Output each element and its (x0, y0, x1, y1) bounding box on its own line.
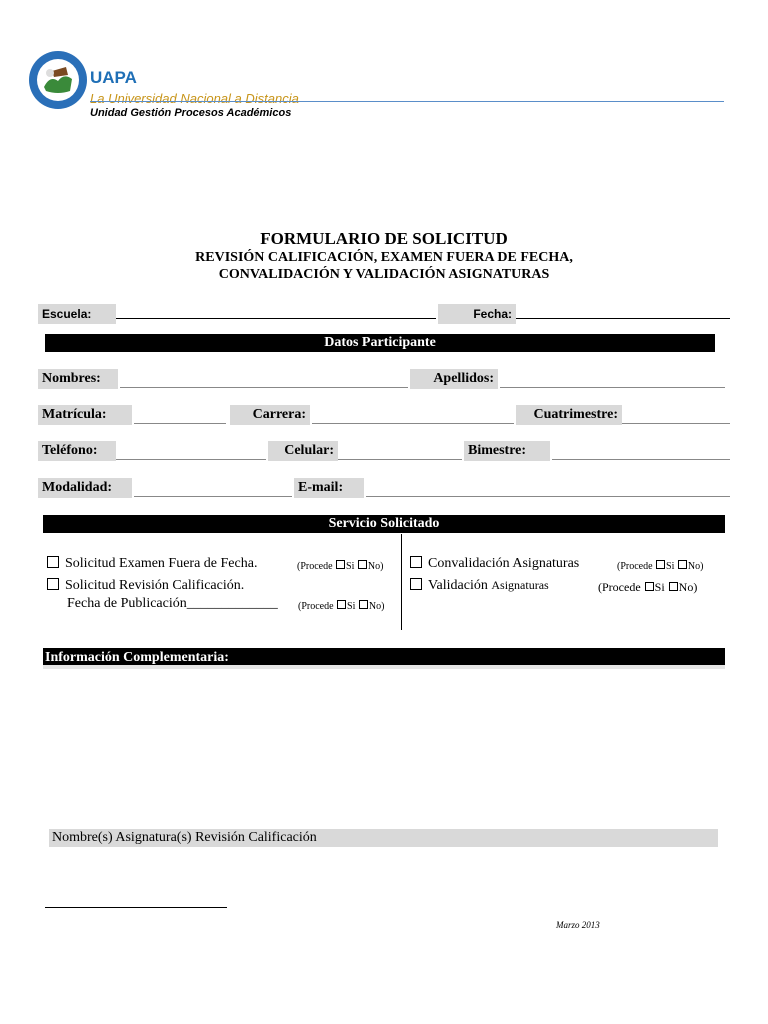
unit-name: Unidad Gestión Procesos Académicos (90, 107, 292, 119)
form-title: FORMULARIO DE SOLICITUD (260, 229, 508, 248)
validacion-option[interactable]: Validación Asignaturas (410, 578, 549, 594)
modalidad-field[interactable] (134, 496, 292, 497)
convalidacion-option[interactable] (410, 556, 579, 572)
info-complementaria-area[interactable] (43, 665, 725, 669)
header-rule (90, 101, 724, 102)
info-complementaria-header: Información Complementaria: (43, 648, 725, 665)
apellidos-field[interactable] (500, 387, 725, 388)
escuela-label: Escuela: (38, 304, 116, 324)
nombres-label: Nombres: (38, 369, 118, 389)
asignaturas-revision-label: Nombre(s) Asignatura(s) Revisión Calificación (49, 829, 718, 847)
revision-checkbox[interactable] (47, 578, 59, 590)
servicio-solicitado-header: Servicio Solicitado (43, 515, 725, 533)
validacion-no-checkbox[interactable] (669, 582, 678, 591)
service-divider (401, 534, 402, 630)
examen-checkbox[interactable] (47, 556, 59, 568)
cuatrimestre-label: Cuatrimestre: (516, 405, 622, 425)
datos-participante-header: Datos Participante (45, 334, 715, 352)
fecha-publicacion-field[interactable]: Fecha de Publicación_____________ (67, 596, 278, 611)
bimestre-field[interactable] (552, 459, 730, 460)
email-field[interactable] (366, 496, 730, 497)
convalidacion-no-checkbox[interactable] (678, 560, 687, 569)
celular-field[interactable] (338, 459, 462, 460)
revision-no-checkbox[interactable] (359, 600, 368, 609)
validacion-si-checkbox[interactable] (645, 582, 654, 591)
form-subtitle-1: REVISIÓN CALIFICACIÓN, EXAMEN FUERA DE FECHA, (195, 250, 573, 265)
footnote-rule (45, 907, 227, 908)
telefono-label: Teléfono: (38, 441, 116, 461)
brand-tagline: La Universidad Nacional a Distancia (90, 91, 299, 106)
revision-label: Solicitud Revisión Calificación. (65, 578, 245, 593)
modalidad-label: Modalidad: (38, 478, 132, 498)
carrera-field[interactable] (312, 423, 514, 424)
uapa-logo (28, 47, 88, 113)
telefono-field[interactable] (116, 459, 266, 460)
brand-name: UAPA (90, 68, 137, 87)
validacion-procede: (Procede Si No) (598, 580, 698, 594)
form-subtitle-2: CONVALIDACIÓN Y VALIDACIÓN ASIGNATURAS (218, 267, 550, 282)
fecha-label: Fecha: (438, 304, 516, 324)
validacion-label: Validación (428, 578, 488, 593)
matricula-label: Matrícula: (38, 405, 132, 425)
convalidacion-procede: (Procede Si No) (617, 561, 704, 572)
email-label: E-mail: (294, 478, 364, 498)
nombres-field[interactable] (120, 387, 408, 388)
examen-si-checkbox[interactable] (336, 560, 345, 569)
fecha-field[interactable] (516, 318, 730, 319)
revision-calificacion-option[interactable] (47, 578, 244, 594)
examen-label: Solicitud Examen Fuera de Fecha. (65, 556, 258, 571)
cuatrimestre-field[interactable] (622, 423, 730, 424)
bimestre-label: Bimestre: (464, 441, 550, 461)
revision-si-checkbox[interactable] (337, 600, 346, 609)
footer-date: Marzo 2013 (556, 920, 600, 930)
carrera-label: Carrera: (230, 405, 310, 425)
examen-no-checkbox[interactable] (358, 560, 367, 569)
examen-procede: (Procede Si No) (297, 561, 384, 572)
matricula-field[interactable] (134, 423, 226, 424)
celular-label: Celular: (268, 441, 338, 461)
validacion-checkbox[interactable] (410, 578, 422, 590)
apellidos-label: Apellidos: (410, 369, 498, 389)
convalidacion-si-checkbox[interactable] (656, 560, 665, 569)
revision-procede: (Procede Si No) (298, 601, 385, 612)
examen-fuera-fecha-option[interactable] (47, 556, 257, 572)
convalidacion-checkbox[interactable] (410, 556, 422, 568)
convalidacion-label: Convalidación Asignaturas (428, 556, 580, 571)
escuela-field[interactable] (116, 318, 436, 319)
